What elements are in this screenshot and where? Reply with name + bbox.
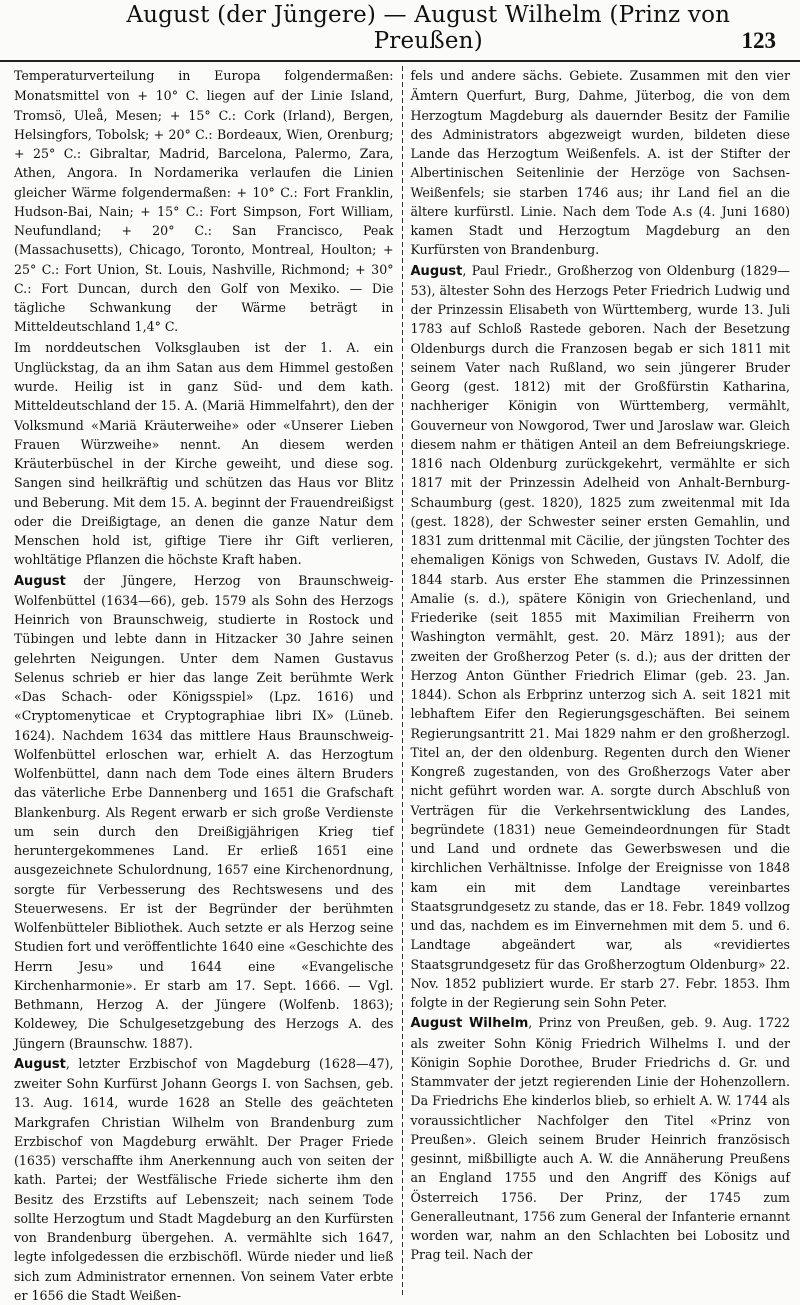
entry-text: , letzter Erzbischof von Magdeburg (1628—47), zweiter Sohn Kurfürst Johann Georgs I. von Sachsen, geb. 13. Aug. 1614, wurde 1628 an Stelle des geächteten Markgrafen Christian Wilhelm von Brandenburg zum Erzbischof von Magdeburg erwählt. Der Prager Friede (1635) verschaffte ihm Anerkennung auch von seiten der kath. Partei; der Westfälische Friede sicherte ihm den Besitz des Erzstifts auf Lebenszeit; nach seinem Tode sollte Herzogtum und Stadt Magdeburg an den Kurfürsten von Brandenburg übergehen. A. vermählte sich 1647, legte infolgedessen die erzbischöfl. Würde nieder und ließ sich zum Administrator ernennen. Von seinem Vater erbte er 1656 die Stadt Weißen- (14, 1055, 394, 1303)
right-column (411, 66, 791, 1295)
text-columns (14, 66, 791, 1303)
entry-lemma: August (14, 1056, 66, 1072)
entry-paragraph (411, 1013, 791, 1264)
column-divider (402, 66, 403, 1295)
entry-lemma: August (410, 263, 463, 279)
entry-paragraph (14, 571, 394, 1053)
entry-text: , Paul Friedr., Großherzog von Oldenburg (1829—53), ältester Sohn des Herzogs Peter Friedrich Ludwig und der Prinzessin Elisabeth von Württemberg, wurde 13. Juli 1783 auf Schloß Rastede geboren. Nach der Besetzung Oldenburgs durch die Franzosen begab er sich 1811 mit seinem Vater nach Rußland, wo sein jüngerer Bruder Georg (gest. 1812) mit der Großfürstin Katharina, nachheriger Königin von Württemberg, vermählt, Gouverneur von Nowgorod, Twer und Jaroslaw war. Gleich diesem nahm er thätigen Anteil an dem Befreiungskriege. 1816 nach Oldenburg zurückgekehrt, vermählte er sich 1817 mit der Prinzessin Adelheid von Anhalt-Bernburg-Schaumburg (gest. 1820), 1825 zum zweitenmal mit Ida (gest. 1828), der Schwester seiner ersten Gemahlin, und 1831 zum drittenmal mit Cäcilie, der jüngsten Tochter des ehemaligen Königs von Schweden, Gustavs IV. Adolf, die 1844 starb. Aus erster Ehe stammen die Prinzessinnen Amalie (s. d.), spätere Königin von Griechenland, und Friederike (seit 1855 mit Maximilian Freiherrn von Washington vermählt, gest. 20. März 1891); aus der zweiten der Großherzog Peter (s. d.); aus der dritten der Herzog Anton Günther Friedrich Elimar (geb. 23. Jan. 1844). Schon als Erbprinz unterzog sich A. seit 1821 mit lebhaftem Eifer den Regierungsgeschäften. Bei seinem Regierungsantritt 21. Mai 1829 nahm er den großherzogl. Titel an, der den oldenburg. Regenten durch den Wiener Kongreß zugestanden, von des Großherzogs Vater aber nicht geführt worden war. A. sorgte durch Abschluß von Verträgen für die Verkehrsentwicklung des Landes, begründete (1831) neue Gemeindeordnungen für Stadt und Land und ordnete das Gewerbswesen und die kirchlichen Verhältnisse. Infolge der Ereignisse von 1848 kam ein mit dem Landtage vereinbartes Staatsgrundgesetz zu stande, das er 18. Febr. 1849 vollzog und das, nachdem es im Einvernehmen mit dem 5. und 6. Landtage abgeändert war, als «revidiertes Staatsgrundgesetz für das Großherzogtum Oldenburg» 22. Nov. 1852 publiziert wurde. Er starb 27. Febr. 1853. Ihm folgte in der Regierung sein Sohn Peter. (410, 262, 791, 1010)
entry-text: , Prinz von Preußen, geb. 9. Aug. 1722 als zweiter Sohn König Friedrich Wilhelms I. und der Königin Sophie Dorothee, Bruder Friedrichs d. Gr. und Stammvater der jetzt regierenden Linie der Hohenzollern. Da Friedrichs Ehe kinderlos blieb, so erhielt A. W. 1744 als voraussichtlicher Nachfolger den Titel «Prinz von Preußen». Gleich seinem Bruder Heinrich französisch gesinnt, mißbilligte auch A. W. die Annäherung Preußens an England 1755 und den Angriff des Königs auf Österreich 1756. Der Prinz, der 1745 zum Generalleutnant, 1756 zum General der Infanterie ernannt worden war, nahm an den Schlachten bei Lobositz und Prag teil. Nach der (410, 1015, 791, 1263)
entry-text: der Jüngere, Herzog von Braunschweig-Wolfenbüttel (1634—66), geb. 1579 als Sohn des Herzogs Heinrich von Braunschweig, studierte in Rostock und Tübingen und lebte dann in Hitzacker 30 Jahre seinen gelehrten Neigungen. Unter dem Namen Gustavus Selenus schrieb er hier das lange Zeit berühmte Werk «Das Schach- oder Königsspiel» (Lpz. 1616) und «Cryptomenyticae et Cryptographiae libri IX» (Lüneb. 1624). Nachdem 1634 das mittlere Haus Braunschweig-Wolfenbüttel erloschen war, erhielt A. das Herzogtum Wolfenbüttel, dann nach dem Tode eines ältern Bruders das väterliche Erbe Dannenberg und 1651 die Grafschaft Blankenburg. Als Regent erwarb er sich große Verdienste um sein durch den Dreißigjährigen Krieg tief heruntergekommenes Land. Er erließ 1651 eine ausgezeichnete Schulordnung, 1657 eine Kirchenordnung, sorgte für Verbesserung des Rechtswesens und des Steuerwesens. Er ist der Begründer der berühmten Wolfenbütteler Bibliothek. Auch setzte er als Herzog seine Studien fort und veröffentlichte 1640 eine «Geschichte des Herrn Jesu» und 1644 eine «Evangelische Kirchenharmonie». Er starb am 17. Sept. 1666. — Vgl. Bethmann, Herzog A. der Jüngere (Wolfenb. 1863); Koldewey, Die Schulgesetzgebung des Herzogs A. des Jüngern (Braunschw. 1887). (14, 572, 394, 1051)
entry-paragraph (411, 66, 791, 260)
entry-paragraph (14, 66, 394, 337)
entry-paragraph (411, 261, 791, 1013)
entry-paragraph (14, 338, 394, 570)
entry-lemma: August Wilhelm (410, 1016, 529, 1032)
page-header (0, 2, 800, 62)
entry-text: Temperaturverteilung in Europa folgendermaßen: Monatsmittel von + 10° C. liegen auf der Linie Island, Tromsö, Uleå, Mesen; + 15° C.: Cork (Irland), Bergen, Helsingfors, Tobolsk; + 20° C.: Bordeaux, Wien, Orenburg; + 25° C.: Gibraltar, Madrid, Barcelona, Palermo, Zara, Athen, Angora. In Nordamerika verlaufen die Linien gleicher Wärme folgendermaßen: + 10° C.: Fort Franklin, Hudson-Bai, Nain; + 15° C.: Fort Simpson, Fort William, Neufundland; + 20° C.: San Francisco, Peak (Massachusetts), Chicago, Toronto, Montreal, Houlton; + 25° C.: Fort Union, St. Louis, Nashville, Richmond; + 30° C.: Fort Duncan, durch den Golf von Mexiko. — Die tägliche Schwankung der Wärme beträgt in Mitteldeutschland 1,4° C. (14, 68, 394, 335)
left-column (14, 66, 394, 1303)
entry-paragraph (14, 1054, 394, 1305)
page-number: 123 (741, 28, 776, 53)
entry-text: Im norddeutschen Volksglauben ist der 1. A. ein Unglückstag, da an ihm Satan aus dem Himmel gestoßen wurde. Heilig ist in ganz Süd- und dem kath. Mitteldeutschland der 15. A. (Mariä Himmelfahrt), den der Volksmund «Mariä Kräuterweihe» oder «Unserer Lieben Frauen Würzweihe» nennt. An diesem werden Kräuterbüschel in der Kirche geweiht, und diese sog. Sangen sind heilkräftig und schützen das Haus vor Blitz und Beberung. Mit dem 15. A. beginnt der Frauendreißigst oder die Dreißigtage, an denen die ganze Natur dem Menschen hold ist, giftige Tiere ihr Gift verlieren, wohltätige Pflanzen die höchste Kraft haben. (14, 339, 394, 568)
entry-lemma: August (14, 573, 66, 589)
running-title: August (der Jüngere) — August Wilhelm (Prinz von Preußen) (126, 2, 731, 54)
entry-text: fels und andere sächs. Gebiete. Zusammen mit den vier Ämtern Querfurt, Burg, Dahme, Jüterbog, die von dem Herzogtum Magdeburg als dauernder Besitz der Familie des Administrators abgezweigt wurden, bildeten diese Lande das Herzogtum Weißenfels. A. ist der Stifter der Albertinischen Seitenlinie der Herzöge von Sachsen-Weißenfels; sie starben 1746 aus; ihr Land fiel an die ältere kurfürstl. Linie. Nach dem Tode A.s (4. Juni 1680) kamen Stadt und Herzogtum Magdeburg an den Kurfürsten von Brandenburg. (410, 68, 791, 258)
